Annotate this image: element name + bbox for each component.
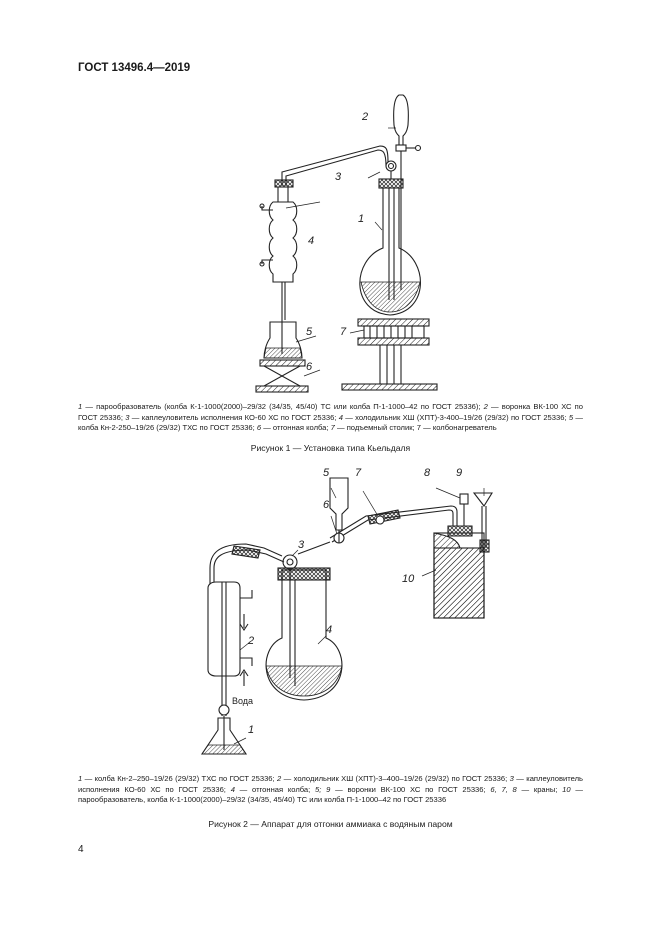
figure-1-title: Рисунок 1 — Установка типа Кьельдаля (250, 443, 411, 453)
figure-1-caption: 1 — парообразователь (колба К-1-1000(2000)–29/32 (34/35, 45/40) ТС или колба П-1-1000–42 по ГОСТ 25336); 2 — воронка ВК-100 ХС по ГОСТ 25336; 3 — каплеуловитель исполнения КО-60 ХС по ГОСТ 25336; 4 — холодильник ХШ (ХПТ)-3-400–19/26 (29/32) по ГОСТ 25336; 5 — колба Кн-2-250–19/26 (29/32) ТХС по ГОСТ 25336; 6 — отгонная колба; 7 — подъемный столик; 7 — колбонагреватель (78, 402, 583, 433)
figure-2-ammonia-steam-distillation-apparatus (190, 458, 510, 776)
figure-2-label-5: 5 (323, 467, 330, 479)
figure-1-label-2: 2 (362, 111, 369, 123)
figure-2-label-9: 9 (456, 467, 463, 479)
figure-2-water-label: Вода (232, 696, 254, 706)
figure-1-label-6: 6 (306, 361, 313, 373)
document-header: ГОСТ 13496.4—2019 (78, 62, 191, 74)
page-number: 4 (78, 844, 84, 855)
figure-2-label-8: 8 (424, 467, 431, 479)
figure-2-label-7: 7 (355, 467, 362, 479)
figure-1-label-3: 3 (335, 171, 342, 183)
figure-1-label-7: 7 (340, 326, 347, 338)
figure-1-label-5: 5 (306, 326, 313, 338)
figure-2-title: Рисунок 2 — Аппарат для отгонки аммиака с водяным паром (208, 819, 453, 829)
figure-2-label-1: 1 (248, 724, 255, 736)
figure-2-label-4: 4 (326, 624, 333, 636)
figure-2-label-10: 10 (402, 573, 415, 585)
figure-1-label-4: 4 (308, 235, 315, 247)
figure-2-label-3: 3 (298, 539, 305, 551)
figure-1-label-1: 1 (358, 213, 365, 225)
figure-2-label-2: 2 (248, 635, 255, 647)
figure-2-label-6: 6 (323, 499, 330, 511)
figure-1-kjeldahl-apparatus (240, 90, 460, 395)
figure-2-caption: 1 — колба Кн-2–250–19/26 (29/32) ТХС по ГОСТ 25336; 2 — холодильник ХШ (ХПТ)-3–400–19/26 (29/32) по ГОСТ 25336; 3 — каплеуловитель исполнения КО-60 ХС по ГОСТ 25336; 4 — отгонная колба; 5; 9 — воронки ВК-100 ХС по ГОСТ 25336; 6, 7, 8 — краны; 10 — парообразователь, колба К-1-1000(2000)–29/32 (34/35, 45/40) ТС или колба П-1-1000–42 по ГОСТ 25336 (78, 774, 583, 805)
